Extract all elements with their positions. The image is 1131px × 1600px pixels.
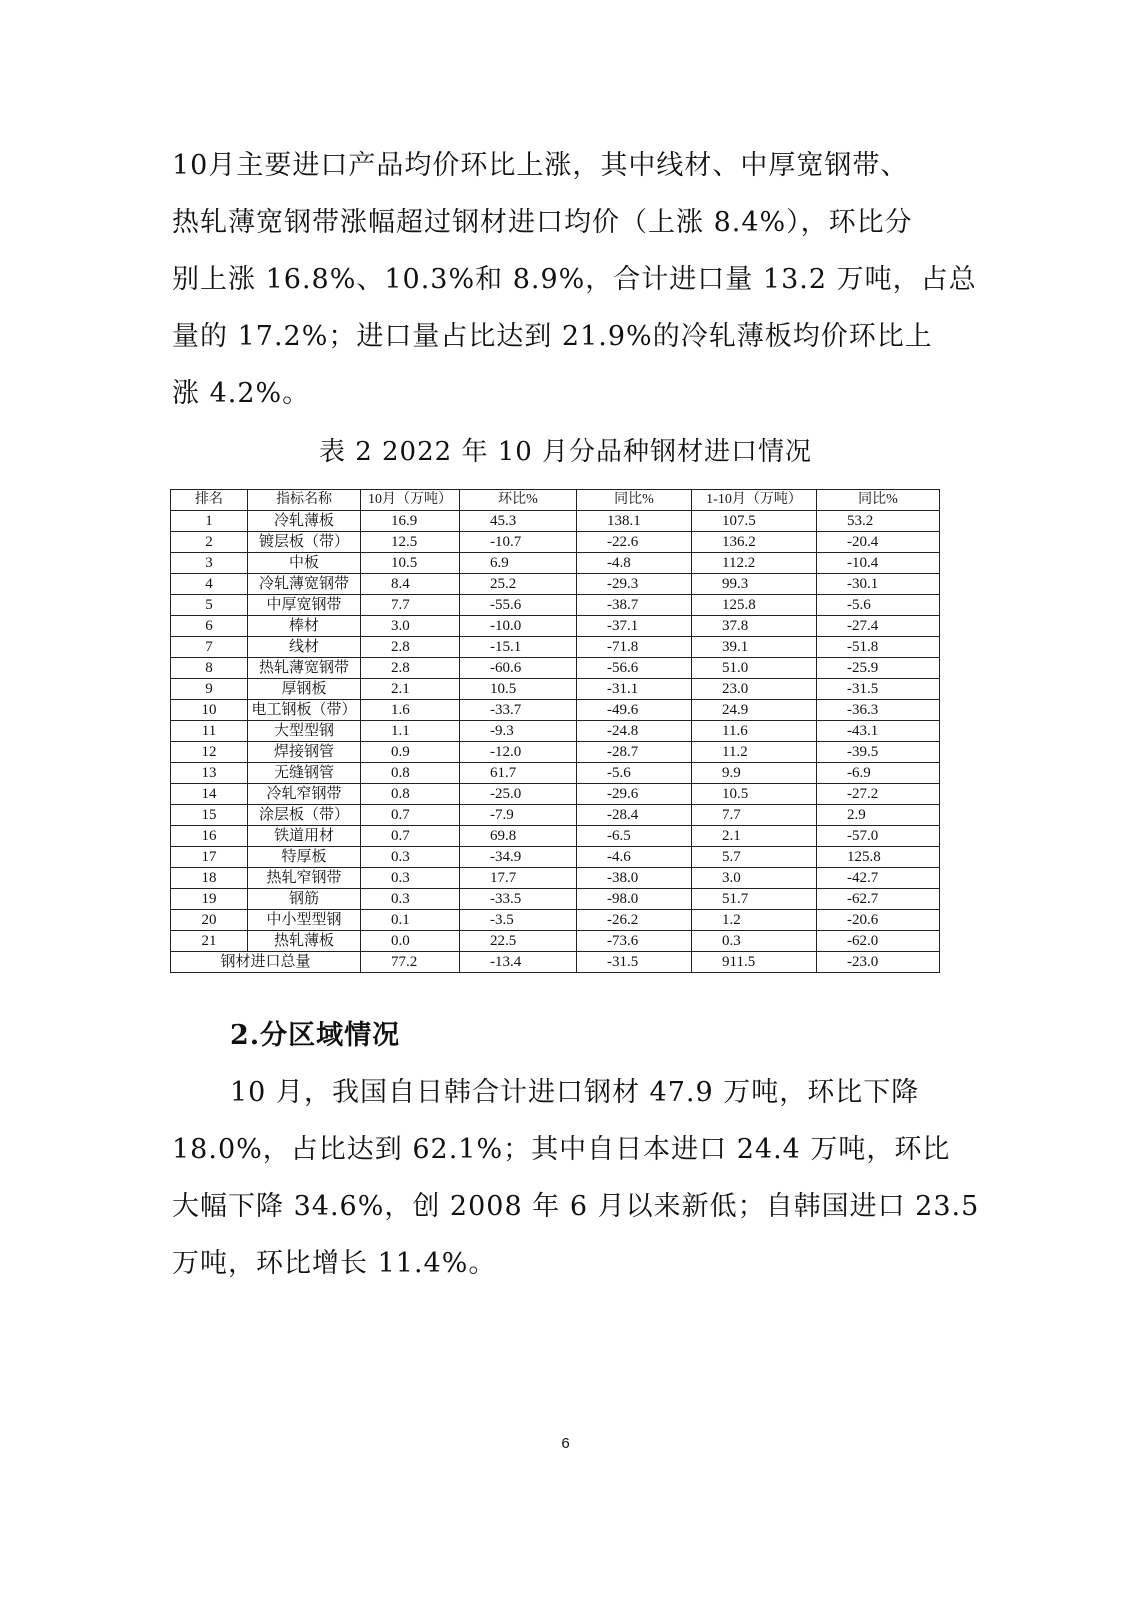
value-cell: -25.9 [817,658,940,679]
value-cell: -25.0 [460,784,577,805]
value-cell: 22.5 [460,931,577,952]
value-cell: 0.3 [361,847,460,868]
value-cell: -26.2 [577,910,692,931]
table-row [171,658,940,679]
value-cell: 61.7 [460,763,577,784]
value-cell: 0.9 [361,742,460,763]
value-cell: 10.5 [361,553,460,574]
value-cell: -27.2 [817,784,940,805]
product-name-cell: 铁道用材 [248,826,361,847]
table-row [171,616,940,637]
value-cell: 51.0 [692,658,817,679]
value-cell: -20.4 [817,532,940,553]
value-cell: 6.9 [460,553,577,574]
rank-cell: 18 [171,868,248,889]
rank-cell: 13 [171,763,248,784]
value-cell: 112.2 [692,553,817,574]
product-name-cell: 线材 [248,637,361,658]
value-cell: 17.7 [460,868,577,889]
product-name-cell: 热轧薄宽钢带 [248,658,361,679]
table-caption: 表 2 2022 年 10 月分品种钢材进口情况 [318,437,813,467]
value-cell: 0.8 [361,763,460,784]
value-cell: 99.3 [692,574,817,595]
value-cell: -22.6 [577,532,692,553]
total-cell: -23.0 [817,952,940,973]
rank-cell: 20 [171,910,248,931]
value-cell: 45.3 [460,511,577,532]
value-cell: 125.8 [817,847,940,868]
value-cell: 0.7 [361,805,460,826]
table-row [171,868,940,889]
value-cell: -4.8 [577,553,692,574]
value-cell: 136.2 [692,532,817,553]
value-cell: -34.9 [460,847,577,868]
product-name-cell: 无缝钢管 [248,763,361,784]
table-row [171,931,940,952]
product-name-cell: 大型型钢 [248,721,361,742]
product-name-cell: 冷轧薄宽钢带 [248,574,361,595]
total-cell: 77.2 [361,952,460,973]
paragraph-price-trend [172,137,977,422]
table-row [171,553,940,574]
value-cell: -62.0 [817,931,940,952]
value-cell: 7.7 [692,805,817,826]
rank-cell: 11 [171,721,248,742]
value-cell: -29.6 [577,784,692,805]
value-cell: -9.3 [460,721,577,742]
value-cell: -43.1 [817,721,940,742]
table-row [171,637,940,658]
value-cell: -6.5 [577,826,692,847]
table-row [171,700,940,721]
value-cell: 138.1 [577,511,692,532]
total-cell: 911.5 [692,952,817,973]
value-cell: 0.8 [361,784,460,805]
value-cell: 3.0 [361,616,460,637]
text-line: 10 月，我国自日韩合计进口钢材 47.9 万吨，环比下降 [230,1077,920,1108]
header-rank: 排名 [171,490,248,511]
import-by-product-table [170,489,940,973]
value-cell: 10.5 [692,784,817,805]
value-cell: 11.2 [692,742,817,763]
value-cell: -33.7 [460,700,577,721]
product-name-cell: 冷轧窄钢带 [248,784,361,805]
table-row [171,910,940,931]
value-cell: 1.1 [361,721,460,742]
product-name-cell: 厚钢板 [248,679,361,700]
value-cell: 125.8 [692,595,817,616]
value-cell: 8.4 [361,574,460,595]
section-heading: 2.分区域情况 [230,1020,401,1051]
text-line: 别上涨 16.8%、10.3%和 8.9%，合计进口量 13.2 万吨，占总 [172,264,977,295]
text-line: 万吨，环比增长 11.4%。 [172,1248,497,1279]
value-cell: -15.1 [460,637,577,658]
value-cell: -7.9 [460,805,577,826]
value-cell: 39.1 [692,637,817,658]
value-cell: 12.5 [361,532,460,553]
value-cell: -38.0 [577,868,692,889]
product-name-cell: 涂层板（带） [248,805,361,826]
text-line: 涨 4.2%。 [172,378,311,409]
value-cell: -31.5 [817,679,940,700]
value-cell: -6.9 [817,763,940,784]
rank-cell: 5 [171,595,248,616]
value-cell: 0.3 [361,889,460,910]
header-ytd-volume: 1-10月（万吨） [692,490,817,511]
product-name-cell: 冷轧薄板 [248,511,361,532]
value-cell: 69.8 [460,826,577,847]
value-cell: -3.5 [460,910,577,931]
value-cell: 0.1 [361,910,460,931]
value-cell: 3.0 [692,868,817,889]
value-cell: -73.6 [577,931,692,952]
rank-cell: 3 [171,553,248,574]
table-header-row [171,490,940,511]
header-ytd-yoy: 同比% [817,490,940,511]
value-cell: -98.0 [577,889,692,910]
value-cell: -28.7 [577,742,692,763]
table-row [171,595,940,616]
table-row [171,889,940,910]
text-line: 10月主要进口产品均价环比上涨，其中线材、中厚宽钢带、 [172,150,909,181]
value-cell: -60.6 [460,658,577,679]
value-cell: 0.0 [361,931,460,952]
table-row [171,742,940,763]
value-cell: -10.7 [460,532,577,553]
table-total-row [171,952,940,973]
value-cell: 0.3 [692,931,817,952]
rank-cell: 12 [171,742,248,763]
value-cell: 23.0 [692,679,817,700]
table-body [171,511,940,952]
value-cell: -62.7 [817,889,940,910]
value-cell: 53.2 [817,511,940,532]
rank-cell: 14 [171,784,248,805]
value-cell: 2.9 [817,805,940,826]
rank-cell: 15 [171,805,248,826]
value-cell: -56.6 [577,658,692,679]
rank-cell: 8 [171,658,248,679]
value-cell: -4.6 [577,847,692,868]
value-cell: -12.0 [460,742,577,763]
product-name-cell: 特厚板 [248,847,361,868]
rank-cell: 2 [171,532,248,553]
value-cell: -29.3 [577,574,692,595]
total-cell: -31.5 [577,952,692,973]
rank-cell: 7 [171,637,248,658]
table-row [171,679,940,700]
paragraph-regional [172,1064,980,1292]
product-name-cell: 电工钢板（带） [248,700,361,721]
text-line: 18.0%，占比达到 62.1%；其中自日本进口 24.4 万吨，环比 [172,1134,951,1165]
product-name-cell: 中小型型钢 [248,910,361,931]
product-name-cell: 中板 [248,553,361,574]
rank-cell: 10 [171,700,248,721]
value-cell: 37.8 [692,616,817,637]
product-name-cell: 焊接钢管 [248,742,361,763]
value-cell: -39.5 [817,742,940,763]
value-cell: 0.7 [361,826,460,847]
value-cell: 24.9 [692,700,817,721]
value-cell: -33.5 [460,889,577,910]
value-cell: -20.6 [817,910,940,931]
value-cell: 2.8 [361,658,460,679]
table-row [171,763,940,784]
value-cell: 51.7 [692,889,817,910]
value-cell: -49.6 [577,700,692,721]
value-cell: -10.4 [817,553,940,574]
value-cell: -5.6 [577,763,692,784]
value-cell: 9.9 [692,763,817,784]
table-row [171,784,940,805]
page-number: 6 [561,1435,570,1452]
text-line: 热轧薄宽钢带涨幅超过钢材进口均价（上涨 8.4%），环比分 [172,207,913,238]
table-row [171,721,940,742]
product-name-cell: 镀层板（带） [248,532,361,553]
table-row [171,511,940,532]
header-name: 指标名称 [248,490,361,511]
value-cell: 2.8 [361,637,460,658]
table-row [171,805,940,826]
value-cell: 107.5 [692,511,817,532]
value-cell: -5.6 [817,595,940,616]
value-cell: 5.7 [692,847,817,868]
value-cell: -55.6 [460,595,577,616]
value-cell: 7.7 [361,595,460,616]
product-name-cell: 热轧窄钢带 [248,868,361,889]
value-cell: -42.7 [817,868,940,889]
value-cell: 25.2 [460,574,577,595]
value-cell: -38.7 [577,595,692,616]
rank-cell: 16 [171,826,248,847]
product-name-cell: 热轧薄板 [248,931,361,952]
header-mom: 环比% [460,490,577,511]
table-row [171,574,940,595]
text-line: 量的 17.2%；进口量占比达到 21.9%的冷轧薄板均价环比上 [172,321,933,352]
value-cell: -24.8 [577,721,692,742]
rank-cell: 6 [171,616,248,637]
text-line: 大幅下降 34.6%，创 2008 年 6 月以来新低；自韩国进口 23.5 [172,1191,980,1222]
rank-cell: 4 [171,574,248,595]
value-cell: 16.9 [361,511,460,532]
value-cell: 0.3 [361,868,460,889]
value-cell: -30.1 [817,574,940,595]
value-cell: 11.6 [692,721,817,742]
rank-cell: 21 [171,931,248,952]
value-cell: 1.6 [361,700,460,721]
value-cell: -57.0 [817,826,940,847]
value-cell: -27.4 [817,616,940,637]
product-name-cell: 棒材 [248,616,361,637]
product-name-cell: 中厚宽钢带 [248,595,361,616]
table-row [171,826,940,847]
value-cell: -37.1 [577,616,692,637]
value-cell: -10.0 [460,616,577,637]
rank-cell: 1 [171,511,248,532]
table-row [171,847,940,868]
total-cell: -13.4 [460,952,577,973]
product-name-cell: 钢筋 [248,889,361,910]
rank-cell: 9 [171,679,248,700]
value-cell: 10.5 [460,679,577,700]
value-cell: 2.1 [361,679,460,700]
value-cell: -71.8 [577,637,692,658]
header-yoy: 同比% [577,490,692,511]
value-cell: -36.3 [817,700,940,721]
value-cell: -51.8 [817,637,940,658]
total-label: 钢材进口总量 [171,952,361,973]
value-cell: 2.1 [692,826,817,847]
header-oct-volume: 10月（万吨） [361,490,460,511]
rank-cell: 17 [171,847,248,868]
value-cell: -28.4 [577,805,692,826]
value-cell: -31.1 [577,679,692,700]
rank-cell: 19 [171,889,248,910]
value-cell: 1.2 [692,910,817,931]
table-row [171,532,940,553]
